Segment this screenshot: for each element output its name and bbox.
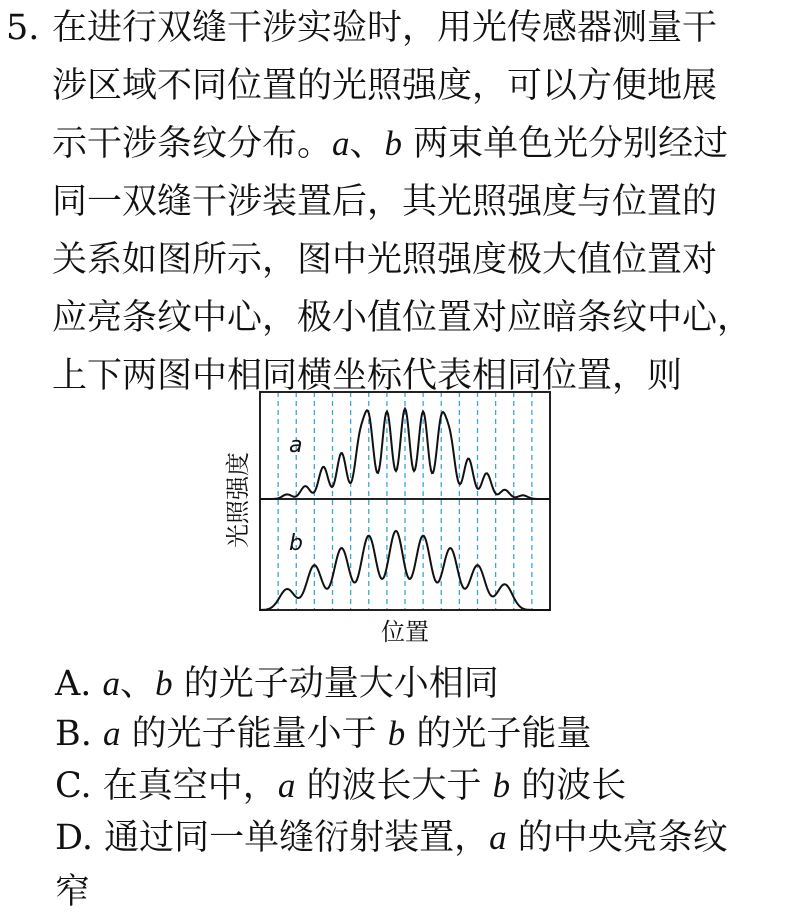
curve-label-a: a xyxy=(289,433,303,458)
option-text xyxy=(91,664,102,704)
option-a[interactable] xyxy=(55,664,499,704)
question-line-text: 在进行双缝干涉实验时，用光传感器测量干 xyxy=(52,8,718,48)
question-line-text: 示干涉条纹分布。 xyxy=(52,124,333,164)
option-variable: a xyxy=(277,766,296,805)
option-text: 的中央亮条纹 xyxy=(506,818,728,858)
question-line-text: 涉区域不同位置的光照强度，可以方便地展 xyxy=(52,66,718,106)
option-variable: a xyxy=(103,714,121,753)
option-text: 通过同一单缝衍射装置， xyxy=(92,818,490,858)
option-d-continuation: 窄 xyxy=(55,872,91,912)
option-variable: a xyxy=(489,818,507,857)
option-letter: B. xyxy=(55,714,92,754)
question-number: 5. xyxy=(6,8,40,48)
question-line-text: 应亮条纹中心，极小值位置对应暗条纹中心， xyxy=(52,298,753,338)
question-line-text: 同一双缝干涉装置后，其光照强度与位置的 xyxy=(52,182,718,222)
option-c[interactable] xyxy=(55,766,626,806)
option-variable: b xyxy=(387,714,406,753)
curve-label-b: b xyxy=(289,531,303,556)
option-b[interactable] xyxy=(55,714,591,754)
option-variable: b xyxy=(492,766,511,805)
option-letter: C. xyxy=(55,766,92,806)
option-text xyxy=(92,714,103,754)
option-text: 在真空中， xyxy=(91,766,278,806)
y-axis-label: 光照强度 xyxy=(224,452,252,548)
question-line-variable: a xyxy=(332,124,350,163)
option-letter: A. xyxy=(55,664,92,704)
option-variable: a xyxy=(102,664,121,703)
x-axis-label: 位置 xyxy=(381,618,429,646)
question-line-text: 、 xyxy=(349,124,385,164)
option-text: 的光子能量 xyxy=(405,714,592,754)
b-curve xyxy=(260,531,550,610)
option-variable: b xyxy=(155,664,173,703)
question-line-variable: b xyxy=(384,124,403,163)
option-text: 的光子动量大小相同 xyxy=(172,664,499,704)
question-line-text: 关系如图所示，图中光照强度极大值位置对 xyxy=(52,240,718,280)
option-text: 的波长大于 xyxy=(295,766,493,806)
option-text: 的光子能量小于 xyxy=(120,714,388,754)
option-d[interactable] xyxy=(55,818,728,858)
option-text: 的波长 xyxy=(510,766,627,806)
option-letter: D. xyxy=(55,818,93,858)
option-text: 、 xyxy=(120,664,156,704)
question-line-text: 两束单色光分别经过 xyxy=(402,124,729,164)
question-line-text: 上下两图中相同横坐标代表相同位置，则 xyxy=(52,356,683,396)
